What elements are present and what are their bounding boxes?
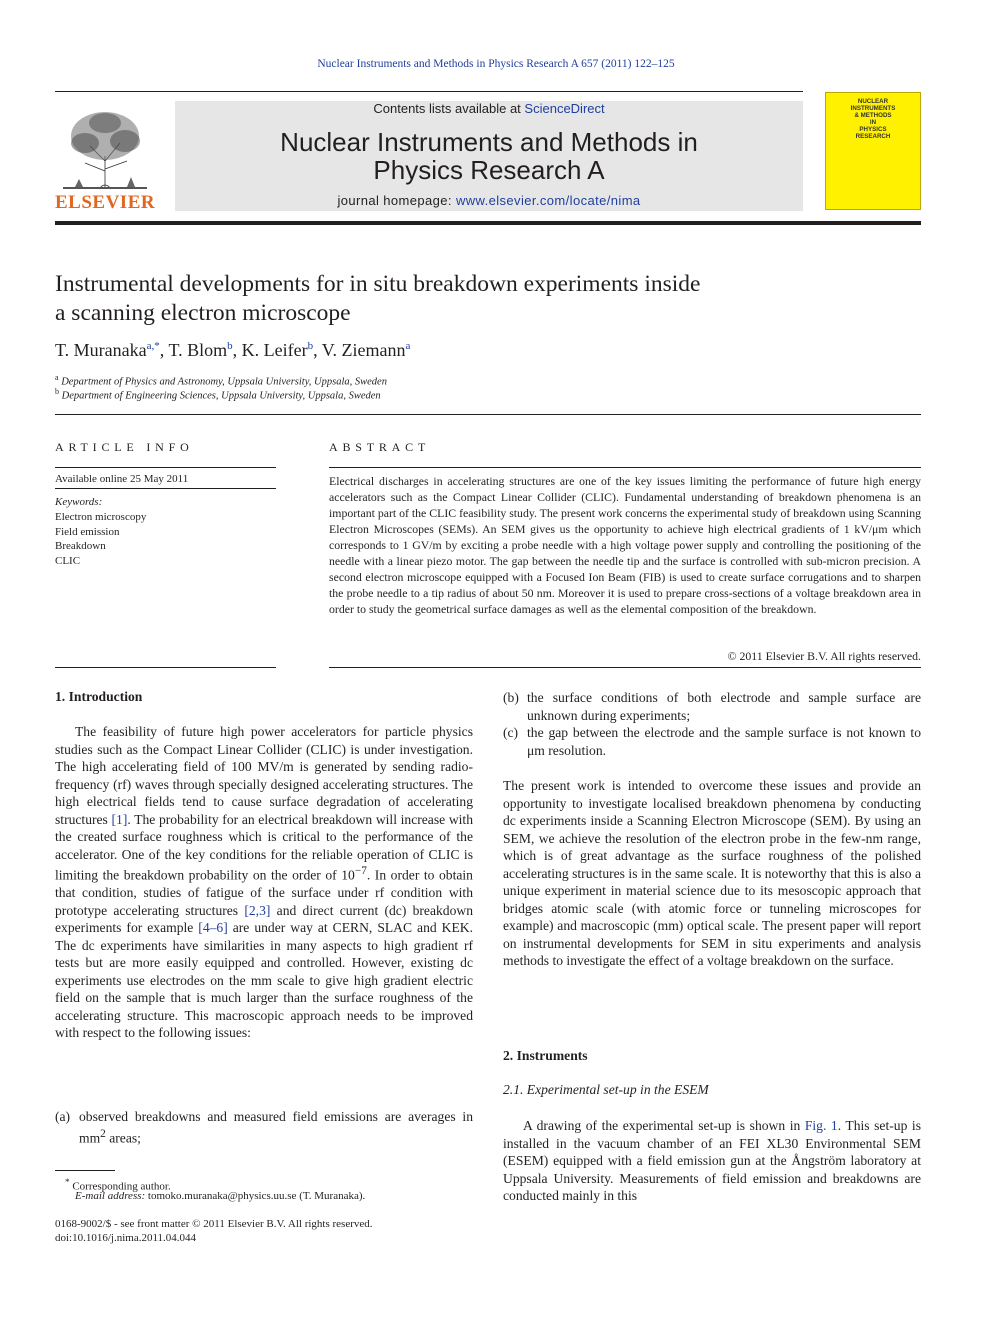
keyword: Breakdown xyxy=(55,540,106,552)
corresponding-text: Corresponding author. xyxy=(72,1180,171,1193)
author-name[interactable]: T. Blom xyxy=(168,340,228,360)
affiliation xyxy=(55,373,387,388)
keyword: Electron microscopy xyxy=(55,511,147,523)
text-run: . This set-up is installed in the vacuum chamber of an FEI XL30 Environmental SEM (ESEM) equipped with a field emission gun at the Ångström laboratory at Uppsala University. Measurements of field emission and breakdowns are conducted mainly in this xyxy=(503,1118,921,1203)
available-online: Available online 25 May 2011 xyxy=(55,473,189,485)
text-run: observed breakdowns and measured field emissions are averages in mm xyxy=(79,1109,473,1146)
text-run: and direct current (dc) breakdown experiments for example xyxy=(55,902,473,936)
doi-line[interactable]: doi:10.1016/j.nima.2011.04.044 xyxy=(55,1232,197,1244)
divider xyxy=(55,667,276,668)
affiliation-sup: a xyxy=(55,373,59,382)
author-affil-sup[interactable]: a,* xyxy=(146,340,160,352)
text-run: are under way at CERN, SLAC and KEK. The dc experiments have similarities in many aspects to high gradient rf tests but are more easily equipped and controlled. However, existing dc experiments use electrodes on the mm scale to give high gradient electric field on the sample that is much larger than the surface roughness of the accelerating structure. This macroscopic approach needs to be improved with respect to the following issues: xyxy=(55,920,473,1041)
intro-paragraph-2: The present work is intended to overcome these issues and provide an opportunity to investigate localised breakdown phenomena by conducting dc experiments inside a Scanning Electron Microscope (SEM). By using an SEM, we achieve the resolution of the electron probe in the few-nm range, which is of great advantage as the surface roughness of the polished accelerating structures is in the same scale. It is noteworthy that this is also a unique experiment in material science due to its mesoscopic approach that bridges atomic scale (with atomic force or tunneling microscopes for example) and macroscopic (mm) optical scale. The present paper will report on instrumental developments for SEM in situ experiments and analysis methods to investigate the effect of a voltage breakdown on the surface. xyxy=(503,778,921,968)
keyword: Field emission xyxy=(55,525,120,538)
text-run: A drawing of the experimental set-up is shown in xyxy=(523,1118,805,1133)
reference-link[interactable]: [4–6] xyxy=(198,920,228,936)
author-name[interactable]: V. Ziemann xyxy=(321,340,406,360)
email-tail: (T. Muranaka). xyxy=(299,1190,366,1202)
cover-line: IN xyxy=(869,119,877,126)
author-sep: , xyxy=(232,340,242,360)
reference-link[interactable]: [1] xyxy=(111,811,128,827)
author-affil-sup[interactable]: a xyxy=(405,340,411,352)
journal-citation[interactable]: Nuclear Instruments and Methods in Physics Research A 657 (2011) 122–125 xyxy=(317,58,675,70)
article-info-heading: ARTICLE INFO xyxy=(55,440,194,454)
publisher-logo-text: ELSEVIER xyxy=(55,192,156,213)
journal-name-line2: Physics Research A xyxy=(373,155,605,185)
list-text xyxy=(79,1108,473,1147)
author-list xyxy=(55,340,410,361)
email-footnote xyxy=(75,1189,365,1203)
author-name[interactable]: T. Muranaka xyxy=(55,340,147,360)
text-run: The feasibility of future high power accelerators for particle physics studies such as the Compact Linear Collider (CLIC) is under investigation. The high accelerating field of 100 MV/m is generated by sending radio-frequency (rf) waves through specially designed accelerating structures. The high electrical fields tend to cause surface degradation of accelerating structures xyxy=(55,724,473,827)
divider xyxy=(55,414,921,415)
footnote-rule xyxy=(55,1170,115,1171)
article-title xyxy=(55,270,915,328)
cover-line: PHYSICS xyxy=(859,126,887,133)
title-line1: Instrumental developments for in situ breakdown experiments inside xyxy=(55,271,701,297)
exponent: −7 xyxy=(354,865,367,877)
homepage-prefix: journal homepage: xyxy=(337,193,452,208)
email-link[interactable]: tomoko.muranaka@physics.uu.se xyxy=(147,1190,297,1202)
title-line2: a scanning electron microscope xyxy=(55,300,351,326)
header-top-rule xyxy=(55,91,803,92)
reference-link[interactable]: [2,3] xyxy=(244,902,271,918)
abstract-text: Electrical discharges in accelerating structures are one of the key issues limiting the performance of future high energy accelerators such as the Compact Linear Collider (CLIC). Fundamental understanding of breakdown phenomena is an important part of the CLIC feasibility study. The present work concerns the experimental study of breakdown using Scanning Electron Microscopes (SEMs). An SEM gives us the opportunity to achieve high electrical gradients of 1 kV/μm which corresponds to 1 GV/m by exciting a probe needle with a high voltage power supply and controlling the positioning of the needle with a linear piezo motor. The gap between the needle tip and the surface is controlled with sub-micron precision. A second electron microscope equipped with a Focused Ion Beam (FIB) is used to create surface corrugations and to sharpen the probe needle to a tip radius of about 50 nm. Moreover it is used to prepare cross-sections of a voltage breakdown area in order to study the geometrical surface damages as well as the elemental composition of the breakdown. xyxy=(329,474,921,616)
list-text: the gap between the electrode and the sample surface is not known to μm resolution. xyxy=(527,725,921,758)
text-run: . In order to obtain that condition, studies of fatigue of the surface under rf condition with prototype accelerating structures xyxy=(55,867,473,918)
text-run: areas; xyxy=(105,1130,141,1146)
contents-line xyxy=(175,101,803,116)
divider xyxy=(329,467,921,468)
list-text: the surface conditions of both electrode and sample surface are unknown during experiments; xyxy=(527,690,921,723)
intro-paragraph xyxy=(55,723,473,1042)
list-label: (a) xyxy=(55,1109,71,1124)
issn-line: 0168-9002/$ - see front matter © 2011 Elsevier B.V. All rights reserved. xyxy=(55,1218,373,1230)
section2-paragraph xyxy=(503,1117,921,1205)
homepage-link[interactable]: www.elsevier.com/locate/nima xyxy=(455,193,641,208)
list-item xyxy=(503,724,921,759)
affiliation-text: Department of Physics and Astronomy, Uppsala University, Uppsala, Sweden xyxy=(61,376,387,388)
divider xyxy=(55,467,276,468)
divider xyxy=(329,667,921,668)
journal-homepage xyxy=(175,193,803,208)
journal-name-line1: Nuclear Instruments and Methods in xyxy=(280,127,698,157)
footnote-mark: * xyxy=(65,1177,70,1187)
subsection-heading: 2.1. Experimental set-up in the ESEM xyxy=(503,1082,709,1097)
list-item xyxy=(55,1108,473,1147)
keyword: CLIC xyxy=(55,554,81,567)
divider xyxy=(55,488,276,489)
section2-heading: 2. Instruments xyxy=(503,1048,588,1063)
affiliation xyxy=(55,387,381,402)
cover-line: & METHODS xyxy=(854,112,892,119)
author-sep: , xyxy=(159,340,169,360)
text-run: . The probability for an electrical breakdown will increase with the created surface roughness which is critical to the performance of the accelerator. One of the key conditions for the reliable operation of CLIC is limiting the breakdown probability on the order of 10 xyxy=(55,811,473,883)
sciencedirect-link[interactable]: ScienceDirect xyxy=(524,101,605,116)
keywords-label: Keywords: xyxy=(55,496,103,508)
author-sep: , xyxy=(313,340,322,360)
author-name[interactable]: K. Leifer xyxy=(241,340,308,360)
affiliation-sup: b xyxy=(55,387,59,396)
journal-name xyxy=(175,128,803,184)
author-affil-sup[interactable]: b xyxy=(307,340,314,352)
author-affil-sup[interactable]: b xyxy=(227,340,233,352)
list-label: (c) xyxy=(503,725,519,740)
exponent: 2 xyxy=(100,1127,106,1140)
email-label: E-mail address: xyxy=(75,1190,146,1202)
abstract-copyright: © 2011 Elsevier B.V. All rights reserved. xyxy=(727,649,921,663)
abstract-heading: ABSTRACT xyxy=(329,440,431,454)
section1-heading: 1. Introduction xyxy=(55,689,143,704)
contents-prefix: Contents lists available at xyxy=(373,101,521,116)
cover-title xyxy=(828,98,918,140)
affiliation-text: Department of Engineering Sciences, Uppsala University, Uppsala, Sweden xyxy=(61,390,381,402)
cover-line: NUCLEAR xyxy=(857,98,889,105)
figure-link[interactable]: Fig. 1 xyxy=(804,1118,838,1133)
cover-line: INSTRUMENTS xyxy=(850,105,896,112)
keyword-list xyxy=(55,510,146,568)
list-item xyxy=(503,689,921,724)
header-thick-rule xyxy=(55,221,921,225)
cover-line: RESEARCH xyxy=(855,133,891,140)
list-label: (b) xyxy=(503,690,519,705)
